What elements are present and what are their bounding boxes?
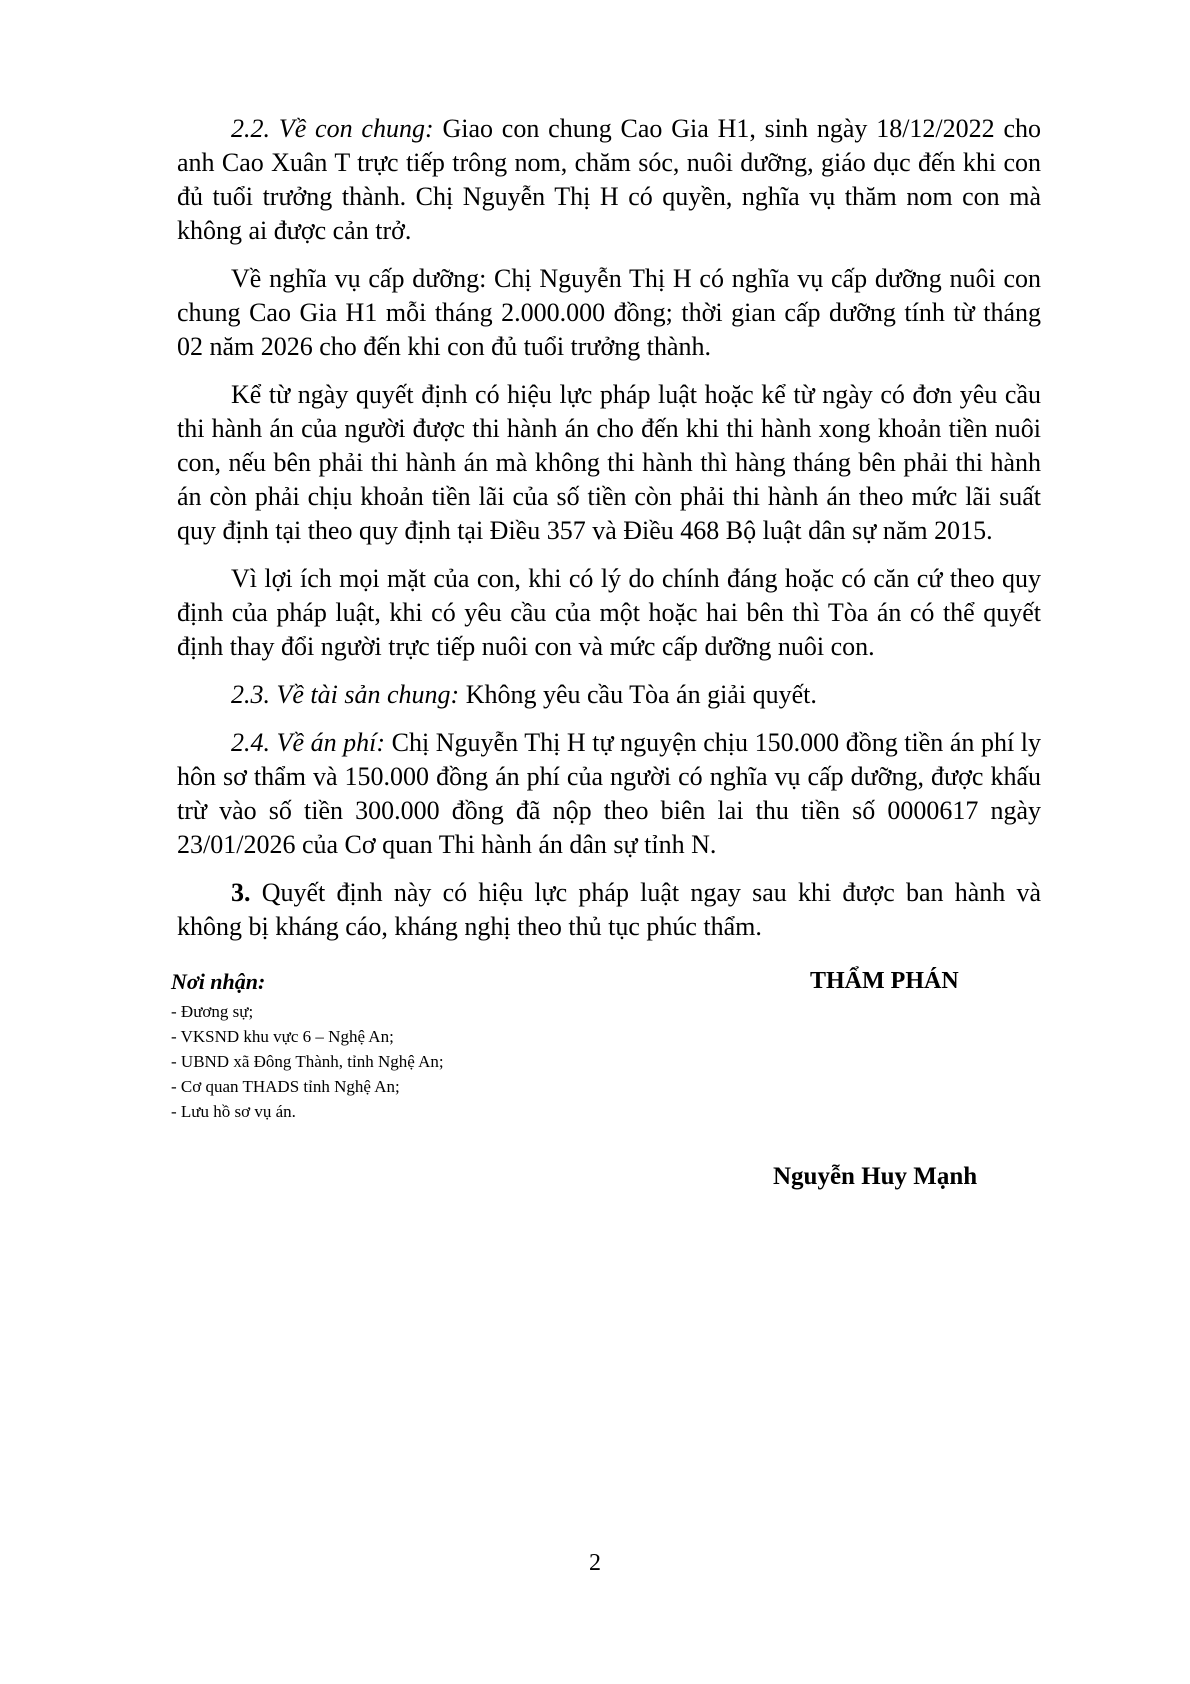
paragraph-text: Chị Nguyễn Thị H tự nguyện chịu 150.000 đồng tiền án phí ly hôn sơ thẩm và 150.000 đồng án phí của người có nghĩa vụ cấp dưỡng, được khấu trừ vào số tiền 300.000 đồng đã nộp theo biên lai thu tiền số 0000617 ngày 23/01/2026 của Cơ quan Thi hành án dân sự tỉnh N. xyxy=(177,728,1041,859)
section-label-court-fees: 2.4. Về án phí: xyxy=(231,728,386,757)
recipients-list xyxy=(171,999,591,1124)
paragraph-text: Về nghĩa vụ cấp dưỡng: Chị Nguyễn Thị H có nghĩa vụ cấp dưỡng nuôi con chung Cao Gia H1 mỗi tháng 2.000.000 đồng; thời gian cấp dưỡng tính từ tháng 02 năm 2026 cho đến khi con đủ tuổi trưởng thành. xyxy=(177,264,1041,361)
recipients-title: Nơi nhận: xyxy=(171,969,266,994)
recipient-item: - Cơ quan THADS tỉnh Nghệ An; xyxy=(171,1077,400,1096)
section-label-child-custody: 2.2. Về con chung: xyxy=(231,114,434,143)
signer-name: Nguyễn Huy Mạnh xyxy=(773,1163,978,1190)
paragraph-custody-change xyxy=(177,562,1041,664)
paragraph-child-custody xyxy=(177,112,1041,248)
paragraph-late-payment-interest xyxy=(177,378,1041,548)
decision-body xyxy=(177,112,1041,958)
recipient-item: - UBND xã Đông Thành, tỉnh Nghệ An; xyxy=(171,1052,444,1071)
signature-title: THẨM PHÁN xyxy=(810,968,959,994)
paragraph-text: Giao con chung Cao Gia H1, sinh ngày 18/12/2022 cho anh Cao Xuân T trực tiếp trông nom, chăm sóc, nuôi dưỡng, giáo dục đến khi con đủ tuổi trưởng thành. Chị Nguyễn Thị H có quyền, nghĩa vụ thăm nom con mà không ai được cản trở. xyxy=(177,114,1041,245)
recipient-item: - Lưu hồ sơ vụ án. xyxy=(171,1102,296,1121)
section-number-3: 3. xyxy=(231,878,251,907)
page-number: 2 xyxy=(589,1550,601,1576)
recipient-item: - Đương sự; xyxy=(171,1002,254,1021)
paragraph-text: Không yêu cầu Tòa án giải quyết. xyxy=(459,680,817,709)
paragraph-effective-date xyxy=(177,876,1041,944)
section-label-common-property: 2.3. Về tài sản chung: xyxy=(231,680,460,709)
paragraph-common-property xyxy=(177,678,1041,712)
recipient-item: - VKSND khu vực 6 – Nghệ An; xyxy=(171,1027,394,1046)
recipients-block xyxy=(171,968,591,1124)
paragraph-text: Kể từ ngày quyết định có hiệu lực pháp luật hoặc kể từ ngày có đơn yêu cầu thi hành án của người được thi hành án cho đến khi thi hành xong khoản tiền nuôi con, nếu bên phải thi hành án mà không thi hành thì hàng tháng bên phải thi hành án còn phải chịu khoản tiền lãi của số tiền còn phải thi hành án theo mức lãi suất quy định tại theo quy định tại Điều 357 và Điều 468 Bộ luật dân sự năm 2015. xyxy=(177,380,1041,545)
paragraph-child-support xyxy=(177,262,1041,364)
paragraph-text: Quyết định này có hiệu lực pháp luật ngay sau khi được ban hành và không bị kháng cáo, kháng nghị theo thủ tục phúc thẩm. xyxy=(177,878,1041,941)
paragraph-court-fees xyxy=(177,726,1041,862)
paragraph-text: Vì lợi ích mọi mặt của con, khi có lý do chính đáng hoặc có căn cứ theo quy định của pháp luật, khi có yêu cầu của một hoặc hai bên thì Tòa án có thể quyết định thay đổi người trực tiếp nuôi con và mức cấp dưỡng nuôi con. xyxy=(177,564,1041,661)
